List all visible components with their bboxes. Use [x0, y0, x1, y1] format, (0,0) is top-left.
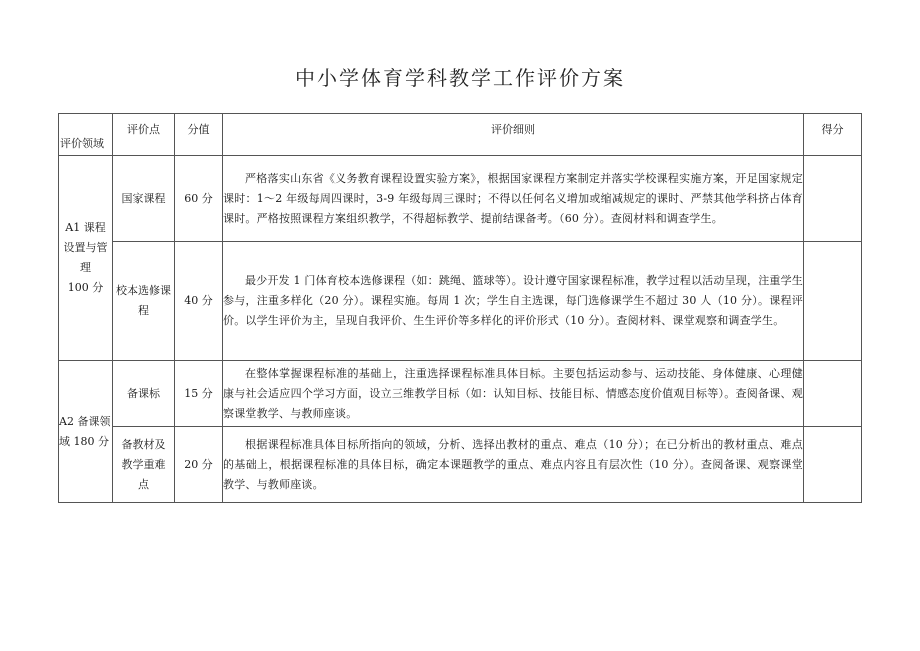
evaluation-table: [58, 113, 862, 503]
table-row: [59, 427, 862, 503]
domain-line: 设置与管: [63, 241, 108, 254]
domain-line: 域 180 分: [59, 434, 109, 448]
point-cell: [113, 427, 175, 503]
point-line: 国家课程: [121, 191, 166, 205]
point-cell: [113, 242, 175, 361]
domain-cell-a2: [59, 361, 113, 503]
detail-cell: 根据课程标准具体目标所指向的领域，分析、选择出教材的重点、难点（10 分）；在已分析出的教材重点、难点的基础上，根据课程标准的具体目标，确定本课题教学的重点、难点内容且有层次性（10 分）。查阅备课、观察课堂教学、与教师座谈。: [223, 427, 804, 503]
document-title: 中小学体育学科教学工作评价方案: [295, 66, 625, 90]
domain-line: A1 课程: [65, 221, 106, 234]
detail-cell: 最少开发 1 门体育校本选修课程（如：跳绳、篮球等）。设计遵守国家课程标准，教学过程以活动呈现，注重学生参与，注重多样化（20 分）。课程实施。每周 1 次；学生自主选课，每门选修课学生不超过 30 人（10 分）。课程评价。以学生评价为主，呈现自我评价、生生评价等多样化的评价形式（10 分）。查阅材料、课堂观察和调查学生。: [223, 242, 804, 361]
point-line: 备课标: [127, 386, 160, 400]
table-row: [59, 242, 862, 361]
detail-cell: 严格落实山东省《义务教育课程设置实验方案》，根据国家课程方案制定并落实学校课程实施方案，开足国家规定课时：1～2 年级每周四课时，3-9 年级每周三课时；不得以任何名义增加或缩减规定的课时、严禁其他学科挤占体育课时。严格按照课程方案组织教学，不得超标教学、提前结课备考。（60 分）。查阅材料和调查学生。: [223, 156, 804, 242]
point-line: 点: [138, 477, 149, 491]
point-line: 校本选修课: [116, 284, 171, 297]
score-cell: 20 分: [175, 427, 223, 503]
score-cell: 15 分: [175, 361, 223, 427]
header-score: 分值: [175, 114, 223, 156]
header-result: 得分: [804, 114, 862, 156]
table-header-row: [59, 114, 862, 156]
table-row: [59, 156, 862, 242]
score-cell: 60 分: [175, 156, 223, 242]
point-cell: [113, 361, 175, 427]
score-cell: 40 分: [175, 242, 223, 361]
point-cell: [113, 156, 175, 242]
table-row: [59, 361, 862, 427]
result-cell: [804, 242, 862, 361]
header-point: 评价点: [113, 114, 175, 156]
result-cell: [804, 427, 862, 503]
domain-line: 理: [80, 261, 91, 274]
header-detail: 评价细则: [223, 114, 804, 156]
result-cell: [804, 361, 862, 427]
point-line: 教学重难: [121, 457, 166, 471]
domain-cell-a1: [59, 156, 113, 361]
detail-cell: 在整体掌握课程标准的基础上，注重选择课程标准具体目标。主要包括运动参与、运动技能、身体健康、心理健康与社会适应四个学习方面，设立三维教学目标（如：认知目标、技能目标、情感态度价值观目标等）。查阅备课、观察课堂教学、与教师座谈。: [223, 361, 804, 427]
point-line: 程: [138, 304, 149, 317]
header-domain: 评价领域: [59, 114, 113, 156]
point-line: 备教材及: [121, 437, 166, 451]
domain-line: A2 备课领: [59, 414, 111, 428]
result-cell: [804, 156, 862, 242]
domain-line: 100 分: [67, 281, 104, 294]
